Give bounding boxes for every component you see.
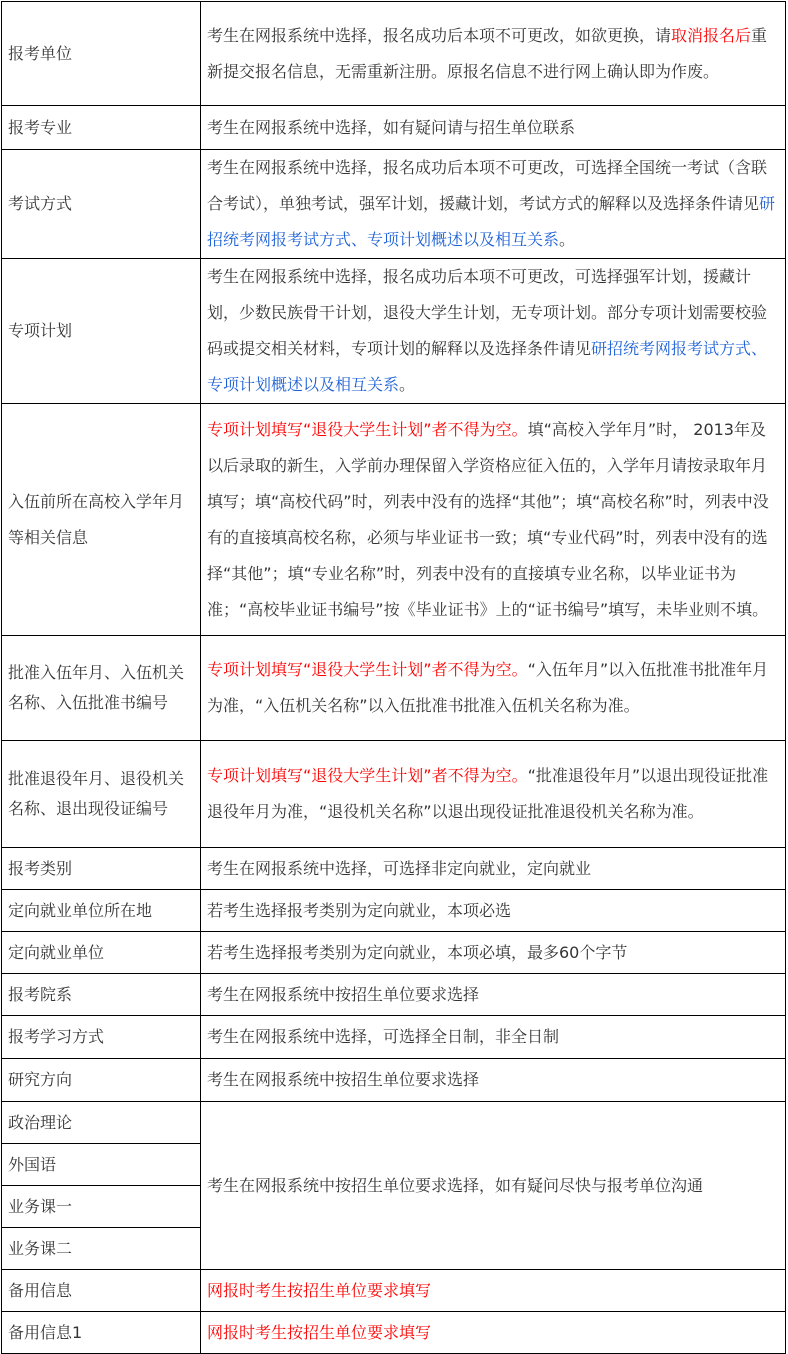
field-label: 备用信息1 — [2, 1312, 201, 1354]
description-text: 考生在网报系统中按招生单位要求选择 — [207, 1070, 480, 1089]
description-text: 考生在网报系统中选择，如有疑问请与招生单位联系 — [207, 117, 576, 137]
field-label: 报考类别 — [2, 848, 201, 890]
field-label: 业务课一 — [2, 1186, 201, 1228]
field-label: 报考专业 — [2, 106, 201, 150]
table-row — [2, 636, 786, 741]
highlight-text: 网报时考生按招生单位要求填写 — [201, 1270, 786, 1312]
registration-fields-table — [1, 1, 786, 1354]
table-row — [2, 259, 786, 404]
field-description — [201, 890, 786, 932]
field-description — [201, 259, 786, 404]
field-description — [201, 848, 786, 890]
field-description — [201, 741, 786, 848]
field-label: 批准入伍年月、入伍机关名称、入伍批准书编号 — [2, 636, 201, 741]
table-row — [2, 932, 786, 974]
table-row — [2, 1059, 786, 1102]
description-text: 考生在网报系统中选择，报名成功后本项不可更改，可选择强军计划，援藏计划，少数民族骨干计划，退役大学生计划，无专项计划。部分专项计划需要校验码或提交相关材料，专项计划的解释以及选择条件请见 — [207, 267, 768, 358]
table-row — [2, 404, 786, 636]
field-label: 政治理论 — [2, 1102, 201, 1144]
field-description — [201, 150, 786, 259]
description-text: 填“高校入学年月”时， 2013年及以后录取的新生，入学前办理保留入学资格应征入伍的，入学年月请按录取年月填写；填“高校代码”时，列表中没有的选择“其他”；填“高校名称”时，列表中没有的直接填高校名称，必须与毕业证书一致；填“专业代码”时，列表中没有的选择“其他”；填“专业名称”时，列表中没有的直接填专业名称，以毕业证书为准；“高校毕业证书编号”按《毕业证书》上的“证书编号”填写，未毕业则不填。 — [207, 419, 769, 619]
highlight-text: 网报时考生按招生单位要求填写 — [201, 1312, 786, 1354]
field-label: 考试方式 — [2, 150, 201, 259]
field-label: 入伍前所在高校入学年月等相关信息 — [2, 404, 201, 636]
field-description — [201, 106, 786, 150]
field-label: 专项计划 — [2, 259, 201, 404]
table-row — [2, 848, 786, 890]
description-text: 考生在网报系统中按招生单位要求选择 — [207, 984, 480, 1004]
field-label: 报考学习方式 — [2, 1016, 201, 1059]
field-description: 考生在网报系统中按招生单位要求选择，如有疑问尽快与报考单位沟通 — [201, 1102, 786, 1270]
field-label: 外国语 — [2, 1144, 201, 1186]
table-row — [2, 974, 786, 1016]
highlight-text: 专项计划填写“退役大学生计划”者不得为空。 — [207, 766, 528, 785]
description-text: 考生在网报系统中选择，报名成功后本项不可更改，如欲更换，请 — [207, 25, 672, 45]
description-text: “入伍年月”以入伍批准书批准年月为准，“入伍机关名称”以入伍批准书批准入伍机关名称为准。 — [207, 660, 769, 715]
description-text: 考生在网报系统中选择，可选择全日制，非全日制 — [207, 1027, 560, 1046]
highlight-text: 专项计划填写“退役大学生计划”者不得为空。 — [207, 419, 528, 439]
field-label: 业务课二 — [2, 1228, 201, 1270]
table-row — [2, 1270, 786, 1312]
description-text: 若考生选择报考类别为定向就业，本项必填，最多60个字节 — [207, 942, 628, 962]
reference-link[interactable]: 研招统考网报考试方式、专项计划概述以及相互关系 — [207, 339, 768, 394]
table-row — [2, 106, 786, 150]
field-label: 备用信息 — [2, 1270, 201, 1312]
table-row — [2, 1016, 786, 1059]
table-row — [2, 2, 786, 106]
description-text: “批准退役年月”以退出现役证批准退役年月为准，“退役机关名称”以退出现役证批准退役机关名称为准。 — [207, 766, 769, 821]
field-description — [201, 1059, 786, 1102]
field-label: 研究方向 — [2, 1059, 201, 1102]
reference-link[interactable]: 研招统考网报考试方式、专项计划概述以及相互关系 — [207, 194, 776, 249]
field-description — [201, 932, 786, 974]
description-text: 重新提交报名信息，无需重新注册。原报名信息不进行网上确认即为作废。 — [207, 25, 768, 81]
table-row — [2, 1102, 786, 1144]
table-row — [2, 741, 786, 848]
field-description — [201, 636, 786, 741]
table-row — [2, 890, 786, 932]
highlight-text: 专项计划填写“退役大学生计划”者不得为空。 — [207, 660, 528, 679]
field-description — [201, 974, 786, 1016]
table-row — [2, 1312, 786, 1354]
field-description — [201, 1016, 786, 1059]
field-label: 定向就业单位所在地 — [2, 890, 201, 932]
description-text: 若考生选择报考类别为定向就业，本项必选 — [207, 900, 512, 920]
description-text: 考生在网报系统中选择，报名成功后本项不可更改，可选择全国统一考试（含联合考试），单独考试，强军计划，援藏计划，考试方式的解释以及选择条件请见 — [207, 158, 768, 213]
highlight-text: 取消报名后 — [671, 25, 752, 45]
field-label: 定向就业单位 — [2, 932, 201, 974]
table-row — [2, 150, 786, 259]
field-label: 报考院系 — [2, 974, 201, 1016]
field-description — [201, 2, 786, 106]
description-text: 考生在网报系统中选择，可选择非定向就业，定向就业 — [207, 858, 592, 878]
field-label: 批准退役年月、退役机关名称、退出现役证编号 — [2, 741, 201, 848]
description-text: 。 — [399, 375, 416, 394]
field-description — [201, 404, 786, 636]
description-text: 。 — [559, 230, 576, 249]
field-label: 报考单位 — [2, 2, 201, 106]
